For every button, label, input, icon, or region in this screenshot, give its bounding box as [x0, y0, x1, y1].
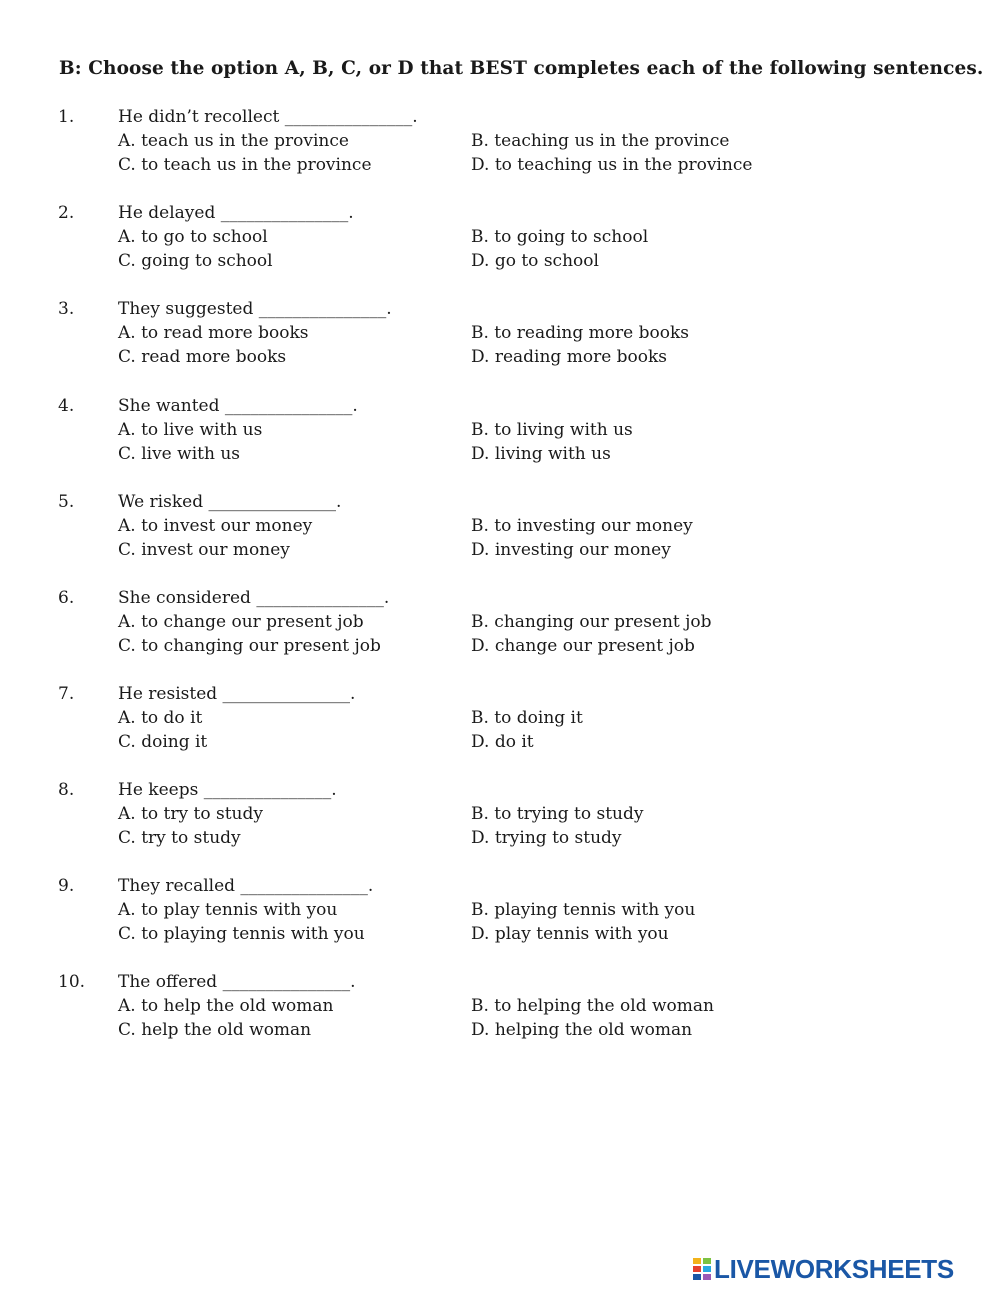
- question-stem: He didn’t recollect _______________.: [118, 107, 418, 127]
- option-b[interactable]: B. to doing it: [471, 708, 583, 728]
- question-stem: They recalled _______________.: [118, 876, 374, 896]
- question-number: 8.: [58, 780, 75, 800]
- question-number: 10.: [58, 972, 86, 992]
- question-9: [0, 876, 1000, 948]
- question-stem: The offered _______________.: [118, 972, 356, 992]
- option-c[interactable]: C. invest our money: [118, 540, 290, 560]
- option-c[interactable]: C. doing it: [118, 732, 208, 752]
- option-b[interactable]: B. to going to school: [471, 227, 649, 247]
- option-d[interactable]: D. trying to study: [471, 828, 622, 848]
- option-a[interactable]: A. to try to study: [118, 804, 263, 824]
- option-a[interactable]: A. to help the old woman: [118, 996, 334, 1016]
- question-stem: He resisted _______________.: [118, 684, 356, 704]
- question-8: [0, 780, 1000, 852]
- liveworksheets-logo-icon: [693, 1258, 711, 1280]
- liveworksheets-logo: [693, 1254, 954, 1284]
- option-a[interactable]: A. to go to school: [118, 227, 268, 247]
- question-stem: She wanted _______________.: [118, 396, 358, 416]
- question-2: [0, 203, 1000, 275]
- question-number: 1.: [58, 107, 75, 127]
- question-number: 5.: [58, 492, 75, 512]
- question-number: 6.: [58, 588, 75, 608]
- option-c[interactable]: C. help the old woman: [118, 1020, 312, 1040]
- option-b[interactable]: B. to investing our money: [471, 516, 693, 536]
- question-number: 9.: [58, 876, 75, 896]
- instruction-heading: B: Choose the option A, B, C, or D that BEST completes each of the following sentences.: [59, 58, 984, 79]
- option-c[interactable]: C. live with us: [118, 444, 240, 464]
- option-c[interactable]: C. try to study: [118, 828, 241, 848]
- option-a[interactable]: A. teach us in the province: [118, 131, 349, 151]
- option-d[interactable]: D. go to school: [471, 251, 599, 271]
- option-a[interactable]: A. to change our present job: [118, 612, 364, 632]
- option-a[interactable]: A. to do it: [118, 708, 203, 728]
- option-c[interactable]: C. to changing our present job: [118, 636, 381, 656]
- option-a[interactable]: A. to invest our money: [118, 516, 313, 536]
- question-6: [0, 588, 1000, 660]
- question-4: [0, 396, 1000, 468]
- option-d[interactable]: D. change our present job: [471, 636, 695, 656]
- question-number: 3.: [58, 299, 75, 319]
- option-d[interactable]: D. to teaching us in the province: [471, 155, 753, 175]
- option-d[interactable]: D. living with us: [471, 444, 611, 464]
- logo-text: LIVEWORKSHEETS: [714, 1253, 954, 1284]
- question-number: 7.: [58, 684, 75, 704]
- option-a[interactable]: A. to play tennis with you: [118, 900, 338, 920]
- option-d[interactable]: D. do it: [471, 732, 534, 752]
- question-10: [0, 972, 1000, 1044]
- option-b[interactable]: B. to reading more books: [471, 323, 689, 343]
- option-d[interactable]: D. investing our money: [471, 540, 671, 560]
- option-d[interactable]: D. play tennis with you: [471, 924, 669, 944]
- question-number: 2.: [58, 203, 75, 223]
- option-a[interactable]: A. to live with us: [118, 420, 263, 440]
- option-b[interactable]: B. to living with us: [471, 420, 633, 440]
- question-stem: She considered _______________.: [118, 588, 390, 608]
- option-a[interactable]: A. to read more books: [118, 323, 309, 343]
- question-number: 4.: [58, 396, 75, 416]
- question-stem: We risked _______________.: [118, 492, 342, 512]
- option-b[interactable]: B. changing our present job: [471, 612, 712, 632]
- question-stem: He delayed _______________.: [118, 203, 354, 223]
- question-3: [0, 299, 1000, 371]
- option-b[interactable]: B. teaching us in the province: [471, 131, 730, 151]
- question-stem: He keeps _______________.: [118, 780, 337, 800]
- option-c[interactable]: C. to playing tennis with you: [118, 924, 365, 944]
- question-1: [0, 107, 1000, 179]
- question-stem: They suggested _______________.: [118, 299, 392, 319]
- option-b[interactable]: B. to trying to study: [471, 804, 644, 824]
- question-5: [0, 492, 1000, 564]
- option-c[interactable]: C. read more books: [118, 347, 287, 367]
- option-b[interactable]: B. to helping the old woman: [471, 996, 714, 1016]
- option-c[interactable]: C. going to school: [118, 251, 273, 271]
- option-d[interactable]: D. reading more books: [471, 347, 668, 367]
- option-b[interactable]: B. playing tennis with you: [471, 900, 696, 920]
- option-d[interactable]: D. helping the old woman: [471, 1020, 693, 1040]
- option-c[interactable]: C. to teach us in the province: [118, 155, 372, 175]
- question-7: [0, 684, 1000, 756]
